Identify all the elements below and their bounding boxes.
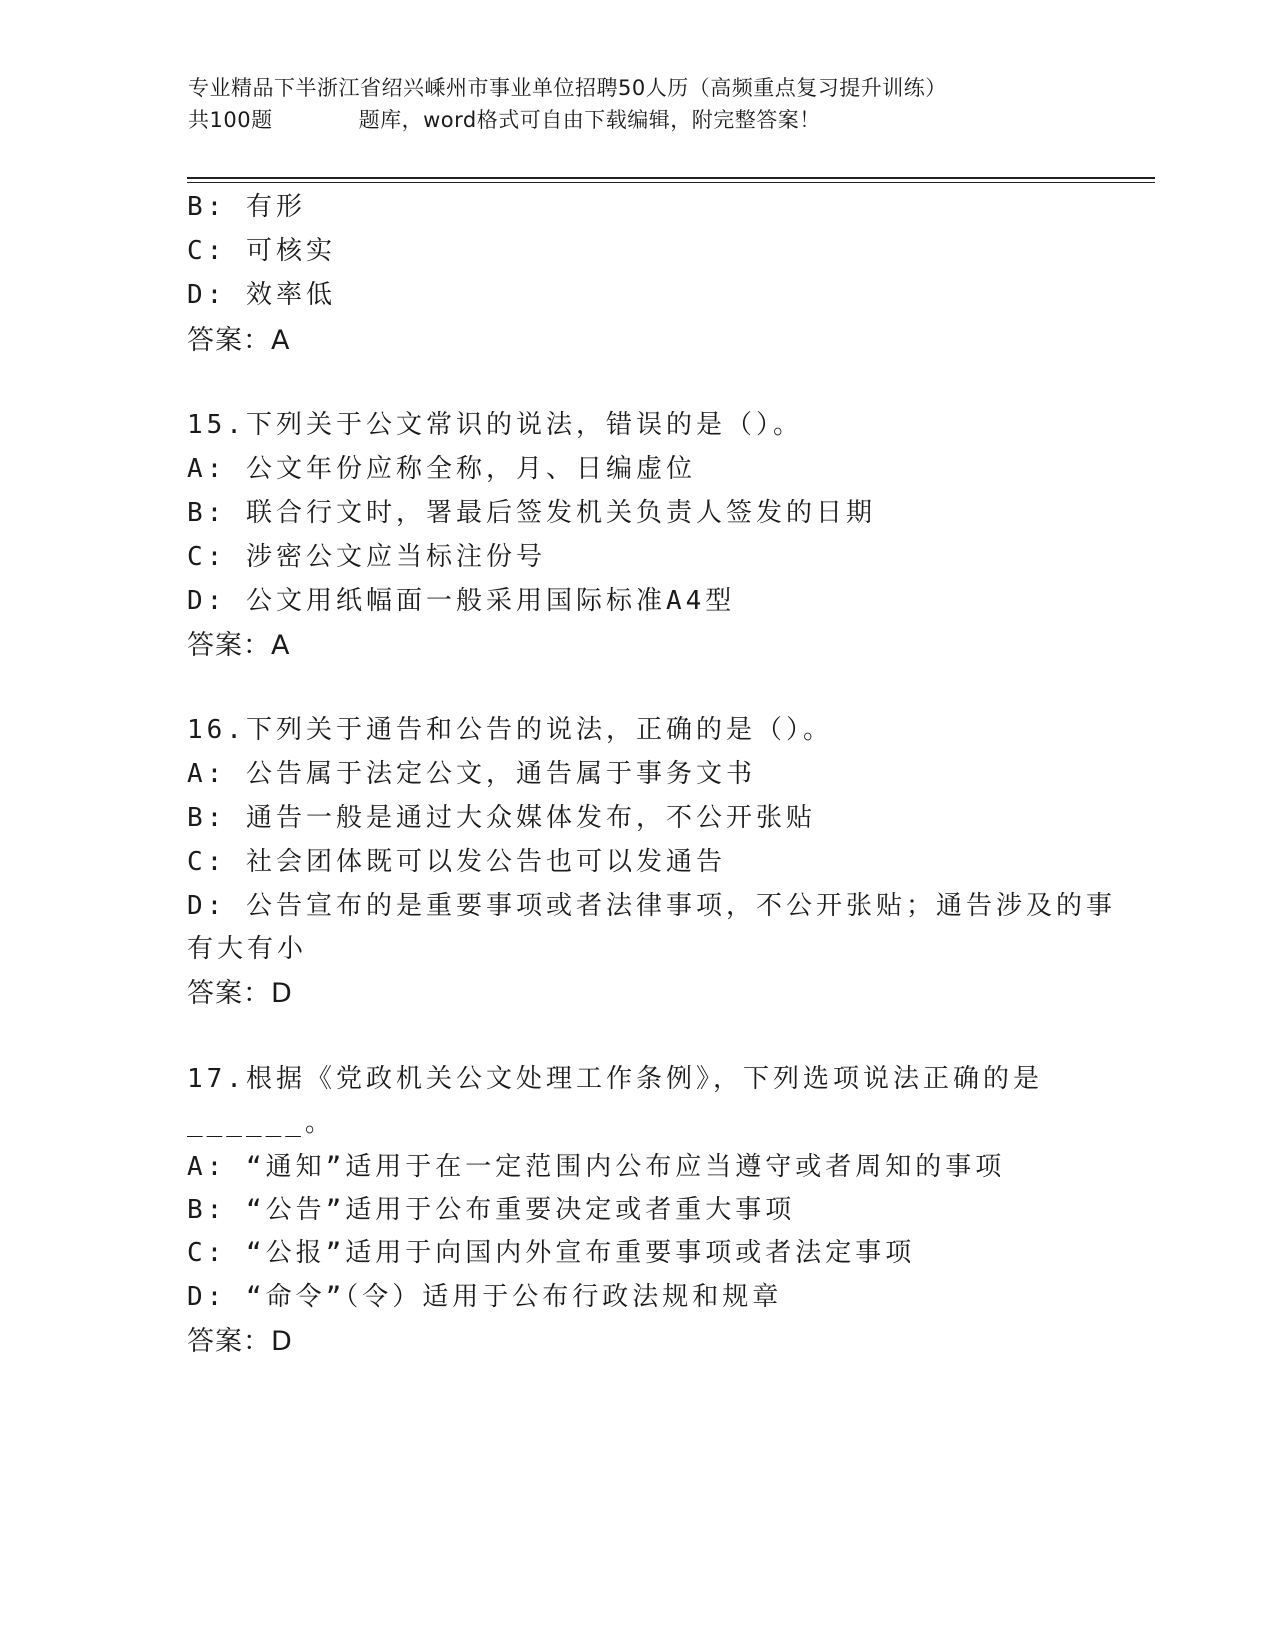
option-a: A: 公文年份应称全称，月、日编虚位 [187, 454, 696, 484]
question-stem-blank: ______。 [187, 1108, 335, 1138]
question-stem: 17.根据《党政机关公文处理工作条例》，下列选项说法正确的是 [187, 1064, 1043, 1094]
option-d: D: 公告宣布的是重要事项或者法律事项，不公开张贴；通告涉及的事 [187, 891, 1116, 921]
document-header [188, 72, 1088, 136]
option-d-continued: 有大有小 [187, 934, 308, 964]
answer-line: 答案：D [187, 978, 293, 1009]
option-c: C: 社会团体既可以发公告也可以发通告 [187, 847, 726, 877]
option-d: D: “命令”（令）适用于公布行政法规和规章 [187, 1282, 783, 1312]
option-c: C: 涉密公文应当标注份号 [187, 542, 546, 572]
option-b: B: 有形 [187, 192, 306, 222]
header-divider-thick [187, 177, 1155, 179]
option-d: D: 公文用纸幅面一般采用国际标准A4型 [187, 586, 736, 616]
option-b: B: 联合行文时，署最后签发机关负责人签发的日期 [187, 498, 876, 528]
option-c: C: “公报”适用于向国内外宣布重要事项或者法定事项 [187, 1238, 916, 1268]
option-a: A: 公告属于法定公文，通告属于事务文书 [187, 759, 756, 789]
header-title-line2 [188, 104, 1088, 136]
option-a: A: “通知”适用于在一定范围内公布应当遵守或者周知的事项 [187, 1152, 1006, 1182]
option-d: D: 效率低 [187, 280, 336, 310]
answer-line: 答案：A [187, 325, 291, 356]
header-question-count: 共100题 [188, 108, 273, 132]
header-title-line1: 专业精品下半浙江省绍兴嵊州市事业单位招聘50人历（高频重点复习提升训练） [188, 76, 947, 100]
answer-line: 答案：D [187, 1326, 293, 1357]
option-c: C: 可核实 [187, 236, 336, 266]
option-b: B: “公告”适用于公布重要决定或者重大事项 [187, 1195, 796, 1225]
header-description: 题库，word格式可自由下载编辑，附完整答案！ [358, 108, 821, 132]
question-stem: 16.下列关于通告和公告的说法，正确的是（）。 [187, 715, 833, 745]
answer-line: 答案：A [187, 630, 291, 661]
header-divider-thin [187, 182, 1155, 183]
question-stem: 15.下列关于公文常识的说法，错误的是（）。 [187, 410, 803, 440]
option-b: B: 通告一般是通过大众媒体发布，不公开张贴 [187, 803, 816, 833]
